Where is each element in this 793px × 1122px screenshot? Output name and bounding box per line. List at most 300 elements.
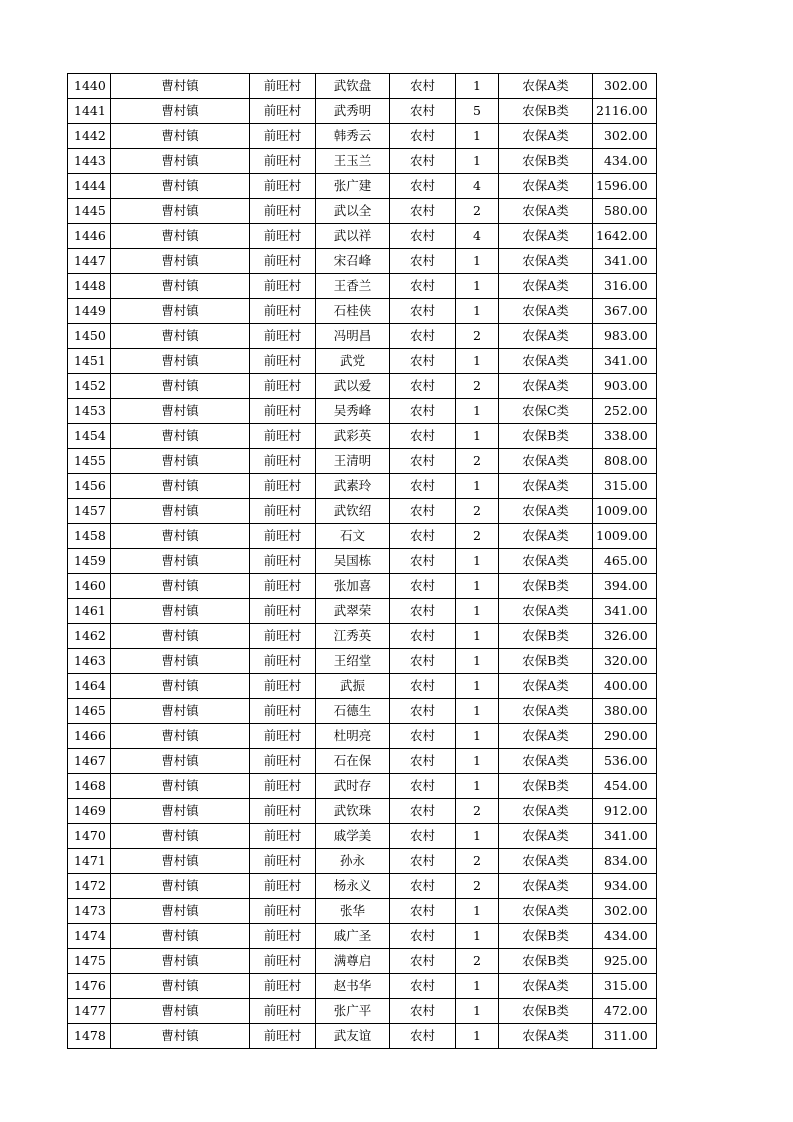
insurance-class-cell: 农保A类	[499, 349, 593, 374]
household-count-cell: 2	[456, 874, 499, 899]
record-id: 1460	[68, 574, 111, 599]
town-cell: 曹村镇	[111, 424, 250, 449]
person-name-cell: 石桂侠	[316, 299, 390, 324]
record-id: 1462	[68, 624, 111, 649]
record-id: 1475	[68, 949, 111, 974]
household-count-cell: 2	[456, 949, 499, 974]
amount-cell: 434.00	[593, 924, 657, 949]
amount-cell: 252.00	[593, 399, 657, 424]
area-type-cell: 农村	[390, 899, 456, 924]
town-cell: 曹村镇	[111, 599, 250, 624]
town-cell: 曹村镇	[111, 974, 250, 999]
record-id: 1477	[68, 999, 111, 1024]
village-cell: 前旺村	[250, 949, 316, 974]
area-type-cell: 农村	[390, 224, 456, 249]
table-row	[68, 774, 657, 799]
household-count-cell: 2	[456, 449, 499, 474]
household-count-cell: 1	[456, 999, 499, 1024]
person-name-cell: 石文	[316, 524, 390, 549]
person-name-cell: 王绍堂	[316, 649, 390, 674]
amount-cell: 2116.00	[593, 99, 657, 124]
household-count-cell: 5	[456, 99, 499, 124]
household-count-cell: 1	[456, 574, 499, 599]
village-cell: 前旺村	[250, 374, 316, 399]
insurance-class-cell: 农保A类	[499, 974, 593, 999]
amount-cell: 400.00	[593, 674, 657, 699]
village-cell: 前旺村	[250, 874, 316, 899]
record-id: 1448	[68, 274, 111, 299]
insurance-class-cell: 农保B类	[499, 649, 593, 674]
amount-cell: 341.00	[593, 249, 657, 274]
town-cell: 曹村镇	[111, 1024, 250, 1049]
household-count-cell: 2	[456, 324, 499, 349]
person-name-cell: 杨永义	[316, 874, 390, 899]
area-type-cell: 农村	[390, 1024, 456, 1049]
insurance-class-cell: 农保A类	[499, 874, 593, 899]
record-id: 1464	[68, 674, 111, 699]
amount-cell: 1642.00	[593, 224, 657, 249]
household-count-cell: 1	[456, 549, 499, 574]
person-name-cell: 王玉兰	[316, 149, 390, 174]
town-cell: 曹村镇	[111, 724, 250, 749]
record-id: 1463	[68, 649, 111, 674]
table-body	[68, 74, 657, 1049]
household-count-cell: 1	[456, 924, 499, 949]
household-count-cell: 1	[456, 699, 499, 724]
person-name-cell: 武彩英	[316, 424, 390, 449]
amount-cell: 302.00	[593, 74, 657, 99]
record-id: 1467	[68, 749, 111, 774]
town-cell: 曹村镇	[111, 324, 250, 349]
insurance-class-cell: 农保A类	[499, 249, 593, 274]
household-count-cell: 1	[456, 424, 499, 449]
town-cell: 曹村镇	[111, 499, 250, 524]
amount-cell: 580.00	[593, 199, 657, 224]
insurance-class-cell: 农保A类	[499, 374, 593, 399]
amount-cell: 983.00	[593, 324, 657, 349]
record-id: 1471	[68, 849, 111, 874]
amount-cell: 341.00	[593, 599, 657, 624]
insurance-class-cell: 农保B类	[499, 149, 593, 174]
table-row	[68, 199, 657, 224]
amount-cell: 341.00	[593, 824, 657, 849]
record-id: 1468	[68, 774, 111, 799]
person-name-cell: 宋召峰	[316, 249, 390, 274]
record-id: 1450	[68, 324, 111, 349]
amount-cell: 316.00	[593, 274, 657, 299]
person-name-cell: 武钦珠	[316, 799, 390, 824]
record-id: 1457	[68, 499, 111, 524]
insurance-class-cell: 农保A类	[499, 299, 593, 324]
area-type-cell: 农村	[390, 674, 456, 699]
village-cell: 前旺村	[250, 274, 316, 299]
table-row	[68, 999, 657, 1024]
amount-cell: 472.00	[593, 999, 657, 1024]
village-cell: 前旺村	[250, 299, 316, 324]
insurance-class-cell: 农保A类	[499, 1024, 593, 1049]
table-row	[68, 149, 657, 174]
insurance-class-cell: 农保B类	[499, 424, 593, 449]
table-row	[68, 99, 657, 124]
insurance-class-cell: 农保A类	[499, 824, 593, 849]
village-cell: 前旺村	[250, 474, 316, 499]
table-row	[68, 674, 657, 699]
area-type-cell: 农村	[390, 274, 456, 299]
amount-cell: 315.00	[593, 474, 657, 499]
household-count-cell: 2	[456, 849, 499, 874]
table-row	[68, 474, 657, 499]
table-row	[68, 699, 657, 724]
town-cell: 曹村镇	[111, 449, 250, 474]
household-count-cell: 1	[456, 474, 499, 499]
village-cell: 前旺村	[250, 174, 316, 199]
amount-cell: 808.00	[593, 449, 657, 474]
village-cell: 前旺村	[250, 574, 316, 599]
record-id: 1454	[68, 424, 111, 449]
table-row	[68, 899, 657, 924]
town-cell: 曹村镇	[111, 949, 250, 974]
town-cell: 曹村镇	[111, 474, 250, 499]
village-cell: 前旺村	[250, 774, 316, 799]
village-cell: 前旺村	[250, 499, 316, 524]
village-cell: 前旺村	[250, 924, 316, 949]
village-cell: 前旺村	[250, 74, 316, 99]
village-cell: 前旺村	[250, 249, 316, 274]
table-row	[68, 349, 657, 374]
town-cell: 曹村镇	[111, 999, 250, 1024]
person-name-cell: 冯明昌	[316, 324, 390, 349]
person-name-cell: 戚广圣	[316, 924, 390, 949]
record-id: 1441	[68, 99, 111, 124]
insurance-class-cell: 农保A类	[499, 524, 593, 549]
insurance-class-cell: 农保B类	[499, 949, 593, 974]
insurance-class-cell: 农保A类	[499, 449, 593, 474]
amount-cell: 320.00	[593, 649, 657, 674]
record-id: 1456	[68, 474, 111, 499]
person-name-cell: 赵书华	[316, 974, 390, 999]
insurance-class-cell: 农保A类	[499, 124, 593, 149]
town-cell: 曹村镇	[111, 99, 250, 124]
amount-cell: 341.00	[593, 349, 657, 374]
village-cell: 前旺村	[250, 699, 316, 724]
town-cell: 曹村镇	[111, 349, 250, 374]
area-type-cell: 农村	[390, 149, 456, 174]
household-count-cell: 1	[456, 74, 499, 99]
person-name-cell: 吴秀峰	[316, 399, 390, 424]
amount-cell: 326.00	[593, 624, 657, 649]
household-count-cell: 1	[456, 1024, 499, 1049]
record-id: 1474	[68, 924, 111, 949]
table-row	[68, 249, 657, 274]
household-count-cell: 2	[456, 199, 499, 224]
record-id: 1473	[68, 899, 111, 924]
insurance-class-cell: 农保A类	[499, 499, 593, 524]
amount-cell: 934.00	[593, 874, 657, 899]
area-type-cell: 农村	[390, 949, 456, 974]
person-name-cell: 张广平	[316, 999, 390, 1024]
person-name-cell: 张华	[316, 899, 390, 924]
village-cell: 前旺村	[250, 99, 316, 124]
insurance-class-cell: 农保A类	[499, 699, 593, 724]
area-type-cell: 农村	[390, 599, 456, 624]
area-type-cell: 农村	[390, 724, 456, 749]
area-type-cell: 农村	[390, 749, 456, 774]
person-name-cell: 武振	[316, 674, 390, 699]
village-cell: 前旺村	[250, 599, 316, 624]
household-count-cell: 2	[456, 499, 499, 524]
household-count-cell: 1	[456, 674, 499, 699]
insurance-class-cell: 农保A类	[499, 549, 593, 574]
table-row	[68, 224, 657, 249]
town-cell: 曹村镇	[111, 224, 250, 249]
record-id: 1447	[68, 249, 111, 274]
village-cell: 前旺村	[250, 999, 316, 1024]
person-name-cell: 武素玲	[316, 474, 390, 499]
household-count-cell: 4	[456, 174, 499, 199]
insurance-class-cell: 农保A类	[499, 899, 593, 924]
amount-cell: 454.00	[593, 774, 657, 799]
person-name-cell: 吴国栋	[316, 549, 390, 574]
person-name-cell: 满尊启	[316, 949, 390, 974]
person-name-cell: 武时存	[316, 774, 390, 799]
amount-cell: 311.00	[593, 1024, 657, 1049]
person-name-cell: 杜明亮	[316, 724, 390, 749]
person-name-cell: 武以祥	[316, 224, 390, 249]
insurance-class-cell: 农保A类	[499, 724, 593, 749]
town-cell: 曹村镇	[111, 199, 250, 224]
amount-cell: 1009.00	[593, 499, 657, 524]
town-cell: 曹村镇	[111, 299, 250, 324]
amount-cell: 912.00	[593, 799, 657, 824]
amount-cell: 290.00	[593, 724, 657, 749]
insurance-class-cell: 农保A类	[499, 599, 593, 624]
town-cell: 曹村镇	[111, 249, 250, 274]
insurance-class-cell: 农保A类	[499, 224, 593, 249]
table-row	[68, 124, 657, 149]
village-cell: 前旺村	[250, 649, 316, 674]
area-type-cell: 农村	[390, 824, 456, 849]
town-cell: 曹村镇	[111, 74, 250, 99]
household-count-cell: 1	[456, 399, 499, 424]
table-row	[68, 424, 657, 449]
village-cell: 前旺村	[250, 824, 316, 849]
area-type-cell: 农村	[390, 124, 456, 149]
table-row	[68, 499, 657, 524]
amount-cell: 367.00	[593, 299, 657, 324]
town-cell: 曹村镇	[111, 174, 250, 199]
area-type-cell: 农村	[390, 774, 456, 799]
table-row	[68, 874, 657, 899]
town-cell: 曹村镇	[111, 899, 250, 924]
household-count-cell: 1	[456, 124, 499, 149]
town-cell: 曹村镇	[111, 774, 250, 799]
area-type-cell: 农村	[390, 74, 456, 99]
household-count-cell: 1	[456, 649, 499, 674]
insurance-class-cell: 农保A类	[499, 74, 593, 99]
area-type-cell: 农村	[390, 349, 456, 374]
area-type-cell: 农村	[390, 799, 456, 824]
village-cell: 前旺村	[250, 149, 316, 174]
person-name-cell: 武党	[316, 349, 390, 374]
household-count-cell: 4	[456, 224, 499, 249]
table-row	[68, 724, 657, 749]
area-type-cell: 农村	[390, 974, 456, 999]
village-cell: 前旺村	[250, 799, 316, 824]
household-count-cell: 1	[456, 149, 499, 174]
town-cell: 曹村镇	[111, 649, 250, 674]
village-cell: 前旺村	[250, 674, 316, 699]
table-row	[68, 849, 657, 874]
town-cell: 曹村镇	[111, 149, 250, 174]
amount-cell: 834.00	[593, 849, 657, 874]
town-cell: 曹村镇	[111, 399, 250, 424]
record-id: 1470	[68, 824, 111, 849]
amount-cell: 925.00	[593, 949, 657, 974]
person-name-cell: 武秀明	[316, 99, 390, 124]
record-id: 1452	[68, 374, 111, 399]
area-type-cell: 农村	[390, 874, 456, 899]
amount-cell: 465.00	[593, 549, 657, 574]
area-type-cell: 农村	[390, 99, 456, 124]
area-type-cell: 农村	[390, 499, 456, 524]
amount-cell: 536.00	[593, 749, 657, 774]
person-name-cell: 戚学美	[316, 824, 390, 849]
town-cell: 曹村镇	[111, 374, 250, 399]
household-count-cell: 1	[456, 624, 499, 649]
table-row	[68, 449, 657, 474]
record-id: 1459	[68, 549, 111, 574]
record-id: 1466	[68, 724, 111, 749]
record-id: 1458	[68, 524, 111, 549]
insurance-class-cell: 农保C类	[499, 399, 593, 424]
amount-cell: 302.00	[593, 124, 657, 149]
person-name-cell: 武以全	[316, 199, 390, 224]
village-cell: 前旺村	[250, 899, 316, 924]
record-id: 1446	[68, 224, 111, 249]
town-cell: 曹村镇	[111, 749, 250, 774]
record-id: 1449	[68, 299, 111, 324]
insurance-class-cell: 农保A类	[499, 199, 593, 224]
amount-cell: 434.00	[593, 149, 657, 174]
table-row	[68, 599, 657, 624]
town-cell: 曹村镇	[111, 849, 250, 874]
records-table	[67, 73, 657, 1049]
person-name-cell: 武翠荣	[316, 599, 390, 624]
area-type-cell: 农村	[390, 249, 456, 274]
village-cell: 前旺村	[250, 1024, 316, 1049]
area-type-cell: 农村	[390, 299, 456, 324]
household-count-cell: 2	[456, 524, 499, 549]
table-row	[68, 824, 657, 849]
record-id: 1453	[68, 399, 111, 424]
area-type-cell: 农村	[390, 524, 456, 549]
table-row	[68, 324, 657, 349]
record-id: 1461	[68, 599, 111, 624]
table-row	[68, 299, 657, 324]
household-count-cell: 1	[456, 749, 499, 774]
town-cell: 曹村镇	[111, 824, 250, 849]
record-id: 1445	[68, 199, 111, 224]
area-type-cell: 农村	[390, 374, 456, 399]
village-cell: 前旺村	[250, 624, 316, 649]
record-id: 1443	[68, 149, 111, 174]
person-name-cell: 江秀英	[316, 624, 390, 649]
household-count-cell: 1	[456, 274, 499, 299]
area-type-cell: 农村	[390, 924, 456, 949]
household-count-cell: 1	[456, 899, 499, 924]
person-name-cell: 武钦绍	[316, 499, 390, 524]
table-row	[68, 399, 657, 424]
insurance-class-cell: 农保B类	[499, 924, 593, 949]
area-type-cell: 农村	[390, 424, 456, 449]
village-cell: 前旺村	[250, 549, 316, 574]
table-row	[68, 749, 657, 774]
village-cell: 前旺村	[250, 849, 316, 874]
town-cell: 曹村镇	[111, 549, 250, 574]
household-count-cell: 1	[456, 724, 499, 749]
insurance-class-cell: 农保B类	[499, 774, 593, 799]
household-count-cell: 1	[456, 349, 499, 374]
town-cell: 曹村镇	[111, 699, 250, 724]
area-type-cell: 农村	[390, 549, 456, 574]
amount-cell: 302.00	[593, 899, 657, 924]
village-cell: 前旺村	[250, 124, 316, 149]
village-cell: 前旺村	[250, 749, 316, 774]
record-id: 1472	[68, 874, 111, 899]
insurance-class-cell: 农保A类	[499, 174, 593, 199]
record-id: 1442	[68, 124, 111, 149]
table-row	[68, 974, 657, 999]
insurance-class-cell: 农保A类	[499, 749, 593, 774]
insurance-class-cell: 农保A类	[499, 799, 593, 824]
record-id: 1465	[68, 699, 111, 724]
table-row	[68, 74, 657, 99]
town-cell: 曹村镇	[111, 624, 250, 649]
table-row	[68, 924, 657, 949]
record-id: 1469	[68, 799, 111, 824]
village-cell: 前旺村	[250, 349, 316, 374]
person-name-cell: 张加喜	[316, 574, 390, 599]
town-cell: 曹村镇	[111, 874, 250, 899]
household-count-cell: 1	[456, 299, 499, 324]
area-type-cell: 农村	[390, 849, 456, 874]
village-cell: 前旺村	[250, 324, 316, 349]
person-name-cell: 孙永	[316, 849, 390, 874]
person-name-cell: 武以爱	[316, 374, 390, 399]
table-row	[68, 574, 657, 599]
village-cell: 前旺村	[250, 399, 316, 424]
table-row	[68, 549, 657, 574]
table-row	[68, 799, 657, 824]
insurance-class-cell: 农保A类	[499, 274, 593, 299]
household-count-cell: 2	[456, 374, 499, 399]
record-id: 1440	[68, 74, 111, 99]
table-row	[68, 1024, 657, 1049]
village-cell: 前旺村	[250, 199, 316, 224]
household-count-cell: 2	[456, 799, 499, 824]
town-cell: 曹村镇	[111, 274, 250, 299]
table-row	[68, 524, 657, 549]
insurance-class-cell: 农保A类	[499, 324, 593, 349]
area-type-cell: 农村	[390, 199, 456, 224]
town-cell: 曹村镇	[111, 924, 250, 949]
amount-cell: 1009.00	[593, 524, 657, 549]
insurance-class-cell: 农保B类	[499, 574, 593, 599]
village-cell: 前旺村	[250, 974, 316, 999]
town-cell: 曹村镇	[111, 124, 250, 149]
town-cell: 曹村镇	[111, 574, 250, 599]
area-type-cell: 农村	[390, 999, 456, 1024]
